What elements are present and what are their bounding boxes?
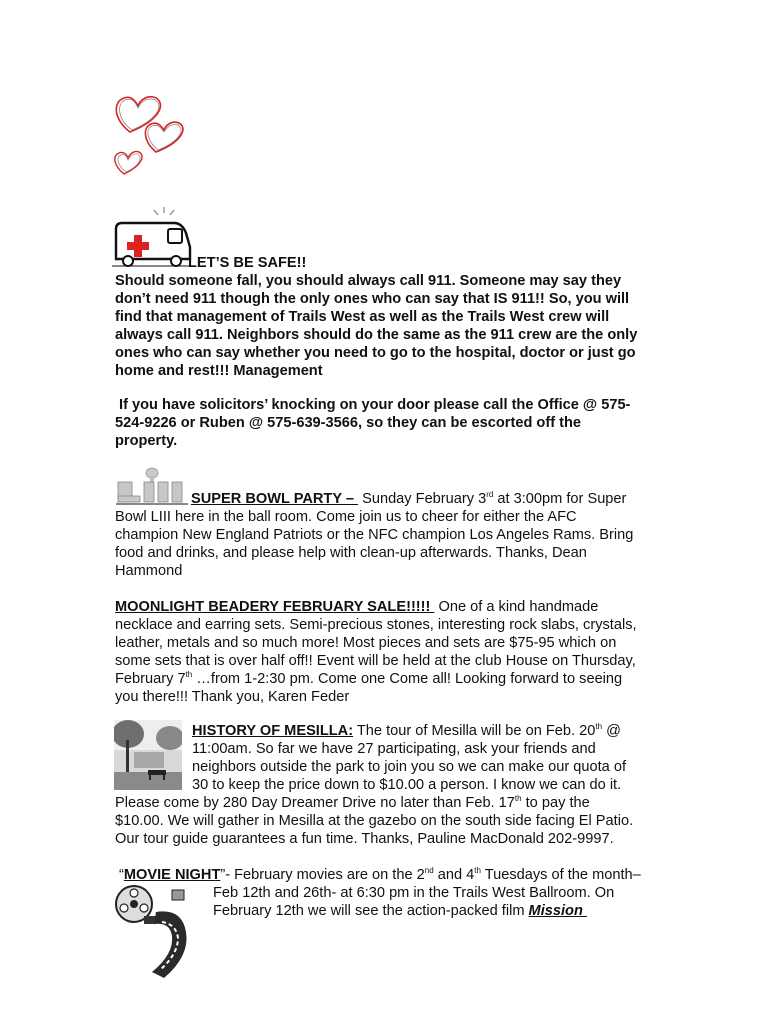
beadery-line: necklace and earring sets. Semi-precious stones, interesting rock slabs, crystals,	[115, 617, 637, 633]
solicitors-section	[115, 396, 630, 450]
movie-section: “MOVIE NIGHT”- February movies are on the 2nd and 4th Tuesdays of the month– Feb 12th and 26th- at 6:30 pm in the Trails West Ballroom. On February 12th we will see the action-packed film Mission	[115, 866, 641, 920]
mesilla-line: neighbors outside the park to join you so we can make our quota of	[192, 759, 627, 775]
film-title: Mission	[528, 903, 587, 919]
safety-line: always call 911. Neighbors should do the same as the 911 crew are the only	[115, 327, 638, 343]
film-reel-icon	[112, 882, 202, 982]
beadery-heading: MOONLIGHT BEADERY FEBRUARY SALE!!!!!	[115, 599, 435, 615]
safety-line: Should someone fall, you should always call 911. Someone may say they	[115, 273, 622, 289]
beadery-section: MOONLIGHT BEADERY FEBRUARY SALE!!!!! One of a kind handmade necklace and earring sets. Semi-precious stones, interesting rock slabs, crystals, leather, metals and so much more! Most pieces and sets are $75-95 which on some sets that is over half off!! Event will be held at the club House on Thursday, February 7th …from 1-2:30 pm. Come one Come all! Looking forward to seeing you there!!! Thank you, Karen Feder	[115, 599, 637, 705]
superbowl-line: champion New England Patriots or the NFC champion Los Angeles Rams. Bring	[115, 527, 634, 543]
superbowl-line: Hammond	[115, 563, 183, 579]
superbowl-heading: SUPER BOWL PARTY –	[191, 491, 359, 507]
safety-line: don’t need 911 though the only ones who can say that IS 911!! So, you will	[115, 291, 630, 307]
safety-line: find that management of Trails West as well as the Trails West crew will	[115, 309, 610, 325]
superbowl-line: food and drinks, and please help with clean-up afterwards. Thanks, Dean	[115, 545, 587, 561]
superbowl-section: SUPER BOWL PARTY – Sunday February 3rd at 3:00pm for Super Bowl LIII here in the ball room. Come join us to cheer for either the AFC champion New England Patriots or the NFC champion Los Angeles Rams. Bring food and drinks, and please help with clean-up afterwards. Thanks, Dean Hammond	[115, 490, 634, 579]
safety-heading: LET’S BE SAFE!!	[188, 255, 307, 271]
mesilla-line: 11:00am. So far we have 27 participating, ask your friends and	[192, 741, 596, 757]
solicitors-line: If you have solicitors’ knocking on your door please call the Office @ 575-	[115, 397, 631, 413]
movie-heading: MOVIE NIGHT	[123, 867, 221, 883]
beadery-line: some sets that is over half off!! Event will be held at the club House on Thursday,	[115, 653, 636, 669]
mesilla-line: Our tour guide guarantees a fun time. Thanks, Pauline MacDonald 202-9997.	[115, 831, 614, 847]
movie-line: Feb 12th and 26th- at 6:30 pm in the Trails West Ballroom. On	[213, 885, 615, 901]
solicitors-line: property.	[115, 433, 178, 449]
beadery-line: you there!!! Thank you, Karen Feder	[115, 689, 350, 705]
safety-section	[115, 254, 637, 380]
safety-line: home and rest!!! Management	[115, 363, 323, 379]
safety-line: ones who can say whether you need to go to the hospital, doctor or just go	[115, 345, 636, 361]
mesilla-section: HISTORY OF MESILLA: The tour of Mesilla will be on Feb. 20th @ 11:00am. So far we have 27 participating, ask your friends and neighbors outside the park to join you so we can make our quota of 30 to keep the price down to $10.00 a person. I know we can do it. Please come by 280 Day Dreamer Drive no later than Feb. 17th to pay the $10.00. We will gather in Mesilla at the gazebo on the south side facing El Patio. Our tour guide guarantees a fun time. Thanks, Pauline MacDonald 202-9997.	[115, 722, 634, 847]
superbowl-line: Bowl LIII here in the ball room. Come join us to cheer for either the AFC	[115, 509, 577, 525]
mesilla-line: $10.00. We will gather in Mesilla at the gazebo on the south side facing El Patio.	[115, 813, 634, 829]
mesilla-heading: HISTORY OF MESILLA:	[192, 723, 354, 739]
beadery-line: leather, metals and so much more! Most pieces and sets are $75-95 which on	[115, 635, 617, 651]
solicitors-line: 524-9226 or Ruben @ 575-639-3566, so they can be escorted off the	[115, 415, 582, 431]
hearts-icon	[108, 92, 192, 178]
mesilla-line: 30 to keep the price down to $10.00 a person. I know we can do it.	[192, 777, 622, 793]
